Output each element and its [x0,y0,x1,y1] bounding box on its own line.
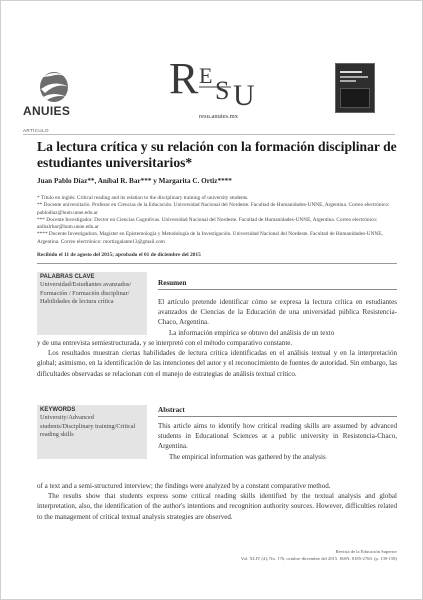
abstract-heading-es: Resumen [158,279,187,287]
abstract-rule-es [158,289,397,290]
page-footer [161,548,397,562]
article-title: La lectura crítica y su relación con la formación disciplinar de estudiantes universitarios* [37,139,397,170]
abstract-rule-en [158,416,397,417]
abstract-en-wide [37,481,397,522]
abstract-es-paragraph-3: Los resultados muestran ciertas habilidades de lectura crítica identificadas en el análisis textual y en la interpretación global; asimismo, en la identificación de las intenciones del autor y el reconocimiento de fuentes de autoridad. Sin embargo, las dificultades observadas se relacionan con el manejo de estrategias de análisis textual crítico. [37,349,397,378]
abstract-es-narrow [158,297,397,338]
keywords-text-es: Universidad/Estudiantes avanzados/ Formación / Formación disciplinar/ Habilidades de lectura crítica [40,281,132,305]
keywords-text-en: University/Advanced students/Disciplinary training/Critical reading skills [40,414,136,438]
resu-logo [165,53,275,115]
received-date: Recibido el 11 de agosto del 2015; aprobado el 01 de diciembre del 2015 [37,252,201,258]
note-author-3: **** Docente Investigadora. Magister en Epistemología y Metodología de la Investigación. Universidad Nacional del Nordeste. Facultad de Humanidades-UNNE, Argentina. Correo electrónico: mortizgalante13@gmail.com [37,231,383,245]
journal-cover-icon [335,63,375,113]
abstract-es-paragraph-1: El artículo pretende identificar cómo se expresa la lectura crítica en estudiantes avanzados de Ciencias de la Educación de una universidad pública Resistencia-Chaco, Argentina. [158,298,397,327]
note-author-2: *** Docente Investigador. Doctor en Ciencias Cognitivas. Universidad Nacional del Nordeste. Facultad de Humanidades-UNNE, Argentina. Correo electrónico: anibalrbar@hum.unne.edu.ar [37,216,378,231]
abstract-es-wide [37,338,397,379]
journal-url[interactable]: resu.anuies.mx [199,113,238,120]
keywords-title-en: KEYWORDS [40,407,76,413]
anuies-wordmark: ANUIES [23,104,71,118]
svg-text:R: R [169,54,199,103]
article-authors: Juan Pablo Díaz**, Aníbal R. Bar*** y Margarita C. Ortiz**** [37,177,232,185]
notes-divider [37,263,397,264]
abstract-heading-en: Abstract [158,406,185,414]
abstract-en-narrow [158,421,397,462]
note-title-translation: * Título en inglés: Critical reading and its relation to the disciplinary training of university students. [37,195,249,201]
footer-citation: Vol. XLIV (4); No. 176, octubre-diciembre del 2015. ISSN: 0185-2760. (p. 139-158) [240,556,397,561]
svg-text:E: E [199,63,213,88]
abstract-es-paragraph-2-end: y de una entrevista semiestructurada, y se interpretó con el método comparativo constante. [37,339,293,347]
abstract-en-paragraph-2-start: The empirical information was gathered by the analysis [169,452,326,461]
svg-text:U: U [233,79,255,112]
abstract-es-paragraph-2-start: La información empírica se obtuvo del análisis de un texto [169,328,335,337]
abstract-en-paragraph-1: This article aims to identify how critical reading skills are assumed by advanced students in Educational Sciences at a public university in Resistencia-Chaco, Argentina. [158,422,397,451]
keywords-box-es [37,272,147,335]
section-label: ARTÍCULO [23,128,49,133]
svg-text:S: S [215,76,230,105]
keywords-box-en [37,405,147,459]
keywords-title-es: PALABRAS CLAVE [40,274,95,280]
abstract-en-paragraph-2-end: of a text and a semi-structured interview; the findings were analyzed by a constant comparative method. [37,482,331,490]
note-author-1: ** Docente universitario. Profesor en Ciencias de la Educación. Universidad Nacional del Nordeste. Facultad de Humanidades-UNNE, Argentina. Correo electrónico: pablodiaz@hum.unne.edu.ar [37,202,390,216]
abstract-en-paragraph-3: The results show that students express some critical reading skills identified by the textual analysis and global interpretation, also, the identification of the author's intentions and recognition authority sources. However, difficulties related to the management of critical textual analysis strategies are observed. [37,492,397,521]
header-divider [23,134,395,135]
anuies-logo-icon [21,67,101,129]
footer-journal: Revista de la Educación Superior [335,549,397,554]
author-notes [37,195,397,246]
